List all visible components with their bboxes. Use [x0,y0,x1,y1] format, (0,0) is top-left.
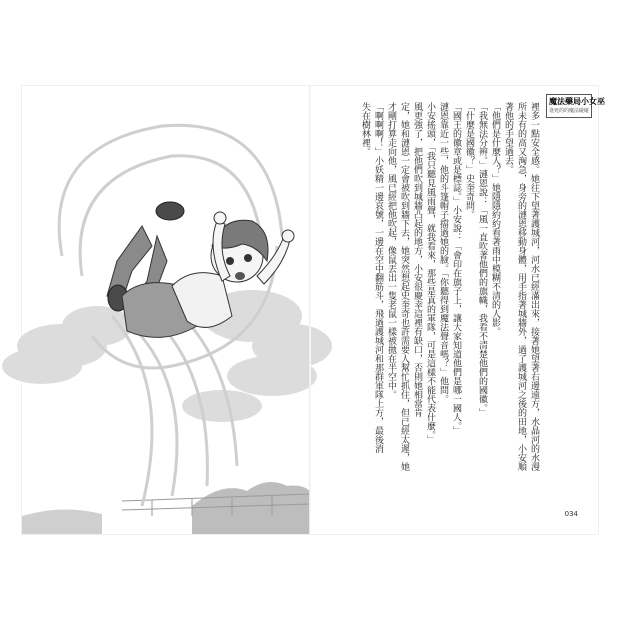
paragraph: 裡多一點安全感。她往下望著護城河，河水已經滿出來，接著她望著右邊遠方，水晶河的水漫 [529,102,539,471]
paragraph: 「我無法分辨。」漣恩說：「風一直吹著他們的旗幟，我看不清楚他們的國徽。」 [477,102,487,417]
paragraph: 「啊啊啊！」小妖精一邊哀號，一邊在空中翻筋斗，飛過護城河和那群軍隊上方，最後消 [373,102,383,453]
running-header [546,94,605,118]
body-text [350,102,540,472]
paragraph: 漣恩靠近一些，他的斗篷帽子擋過她的臉。「你聽得到魔法聲音嗎？」他問。 [438,102,448,404]
paragraph: 失在樹林裡。 [360,102,370,156]
book-spread [22,86,605,534]
header-subtitle: 逢死的的魔法碰碰 [549,108,590,114]
paragraph: 「什麼是國徽？」史奎奇問。 [464,102,474,219]
left-page-illustration [22,86,310,534]
paragraph: 「國王的徽章或是標誌。」小安說：「會印在旗子上，讓大家知道他們是哪一國人。」 [451,102,461,435]
page-number: 034 [564,510,578,518]
paragraph: 才剛打算走向他，風已經把他吹起，像鼠丟出一隻老鼠一樣被拋在半空中。 [386,102,396,399]
header-title: 魔法藥局小女巫 [549,96,605,106]
paragraph: 小安搖頭，「我只聽見風雨聲，就我看來，那些是真的軍隊，可是這樣不能代表什麼。」 [425,102,435,444]
girl-blown-by-wind-illustration [22,86,310,534]
paragraph: 風更強了，把他們吹到城牆凸起的地方，小安很慶幸這裡有缺口，否則她相當肯 [412,102,422,417]
paragraph: 定，她和漣恩一定會被吹到牆下去，她突然想起史奎奇也許需要人幫忙抓住，但已經太遲，她 [399,102,409,471]
paragraph: 「他們是什麼人？」她隱隱約約看著雨中模糊不清的人影。 [490,102,500,336]
paragraph: 所未有的高又洶急，身旁的漣恩移動身體，用手指著城牆外，過了護城河之後的田地，小安順 [516,102,526,471]
right-page-text [310,86,605,534]
paragraph: 著他的手望過去。 [503,102,513,174]
